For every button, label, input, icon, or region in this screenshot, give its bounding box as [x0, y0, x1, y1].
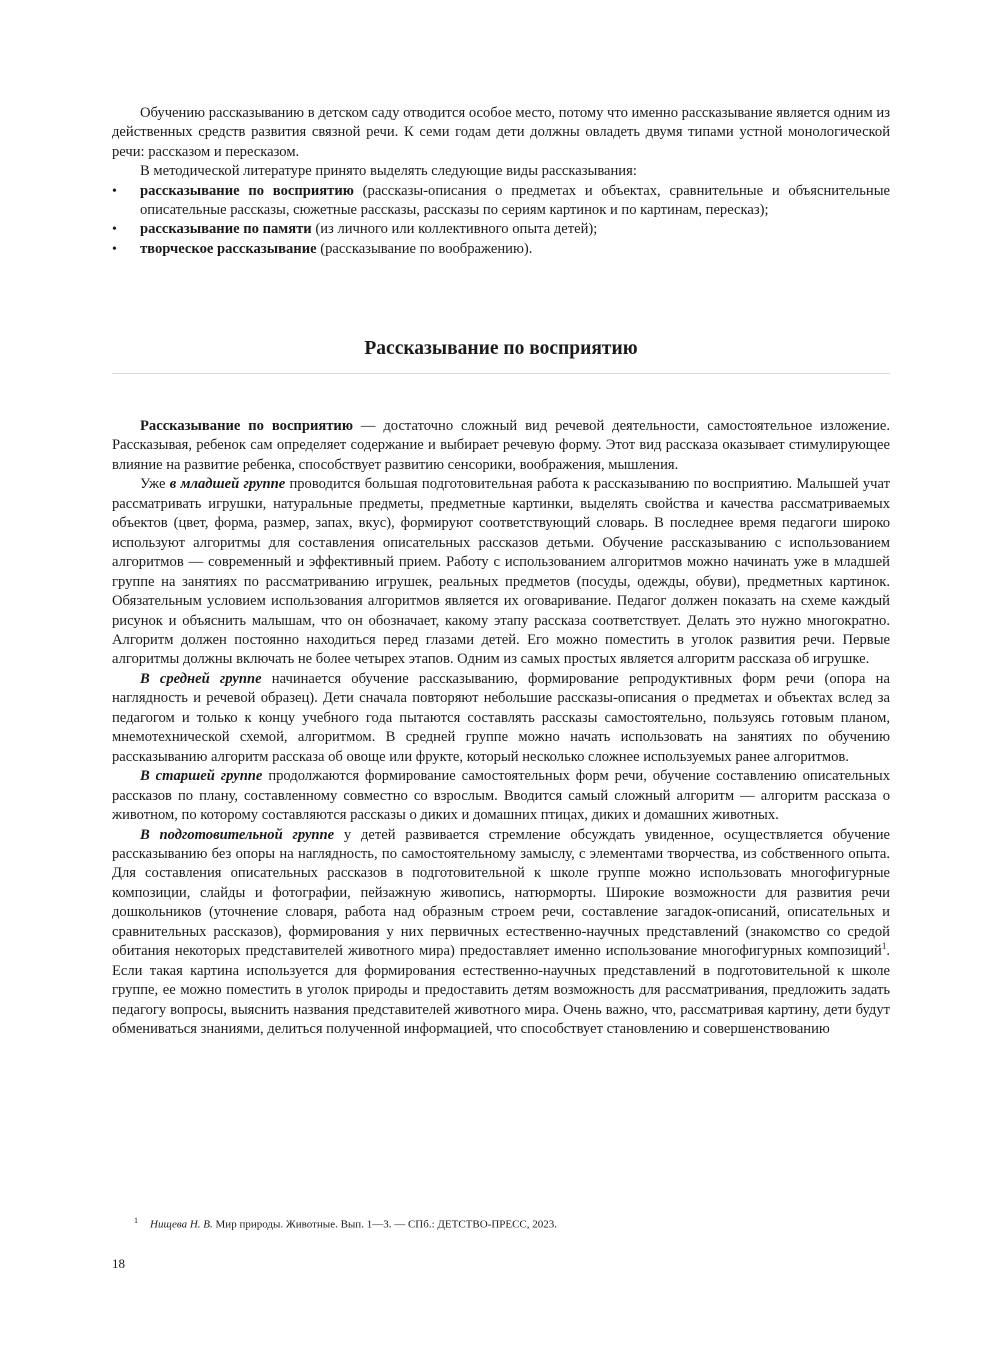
footnote-reference[interactable]: 1: [881, 941, 887, 952]
intro-paragraph: В методической литературе принято выделять следующие виды рассказывания:: [140, 163, 637, 180]
body-paragraph: [112, 417, 890, 475]
section-body: [112, 417, 890, 1040]
intro-paragraph: Обучению рассказыванию в детском саду отводится особое место, потому что именно рассказывание является одним из действенных средств развития связной речи. К семи годам дети должны овладеть двумя типами устной монологической речи: рассказом и пересказом.: [112, 105, 890, 160]
page-number: 18: [112, 1256, 125, 1271]
paragraph-term: В подготовительной группе: [140, 826, 335, 843]
paragraph-term: В старшей группе: [140, 768, 263, 785]
paragraph-text: начинается обучение рассказыванию, формирование репродуктивных форм речи (опора на наглядность и речевой образец). Дети сначала повторяют небольшие рассказы-описания о предметах и объектах вслед за педагогом и только к концу учебного года пытаются составлять рассказы самостоятельно, пользуясь готовым планом, мнемотехнической схемой, алгоритмом. В средней группе можно начать использовать на занятиях по обучению рассказыванию алгоритм рассказа об овоще или фрукте, который несколько сложнее используемых ранее алгоритмов.: [112, 670, 890, 765]
list-item-term: рассказывание по памяти: [140, 221, 312, 238]
body-paragraph: [112, 826, 890, 1040]
section-heading: Рассказывание по восприятию: [364, 338, 638, 359]
list-item: [112, 220, 890, 239]
list-item: [112, 240, 890, 259]
paragraph-term: Рассказывание по восприятию: [140, 418, 353, 434]
list-item-text: (рассказывание по воображению).: [316, 240, 533, 257]
paragraph-term: В средней группе: [140, 670, 262, 687]
paragraph-text: продолжаются формирование самостоятельных форм речи, обучение составлению описательных рассказов по плану, составленному совместно со взрослым. Вводится самый сложный алгоритм — алгоритм рассказа о животном, по которому составляются рассказы о диких и домашних птицах, диких и домашних животных.: [112, 768, 890, 824]
paragraph-term: в младшей группе: [169, 476, 286, 493]
paragraph-text: Уже: [140, 476, 170, 493]
list-item-text: (рассказы-описания о предметах и объектах, сравнительные и объяснительные описательные рассказы, сюжетные рассказы, рассказы по сериям картинок и по картинам, пересказ);: [140, 182, 891, 219]
paragraph-text: . Если такая картина используется для формирования естественно-научных представлений в подготовительной к школе группе, ее можно поместить в уголок природы и предоставить детям возможность для рассматривания, предложить задать педагогу вопросы, выяснить названия представителей животного мира. Очень важно, что, рассматривая картину, дети будут обмениваться знаниями, делиться полученной информацией, что способствует становлению и совершенствованию: [112, 943, 890, 1038]
footnote-mark: 1: [134, 1216, 138, 1225]
list-item: [112, 182, 890, 221]
list-item-term: рассказывание по восприятию: [140, 182, 354, 199]
body-paragraph: [112, 475, 890, 670]
footnote: [134, 1214, 890, 1232]
kinds-list: [112, 182, 890, 260]
footnote-text: Мир природы. Животные. Вып. 1—3. — СПб.: ДЕТСТВО-ПРЕСС, 2023.: [212, 1218, 558, 1231]
footnote-author: Нищева Н. В.: [150, 1218, 213, 1231]
list-item-text: (из личного или коллективного опыта детей);: [311, 221, 598, 238]
body-paragraph: [112, 670, 890, 767]
heading-divider: [112, 373, 890, 374]
intro-section: [112, 104, 890, 259]
paragraph-text: — достаточно сложный вид речевой деятельности, самостоятельное изложение. Рассказывая, ребенок сам определяет содержание и выбирает речевую форму. Этот вид рассказа оказывает стимулирующее влияние на развитие ребенка, способствует развитию сенсорики, воображения, мышления.: [112, 418, 890, 473]
paragraph-text: проводится большая подготовительная работа к рассказыванию по восприятию. Малышей учат рассматривать игрушки, натуральные предметы, предметные картинки, выделять свойства и качества рассматриваемых объектов (цвет, форма, размер, запах, вкус), формируют соответствующий словарь. В последнее время педагоги широко используют алгоритмы для составления описательных рассказов детьми. Обучение рассказыванию с использованием алгоритмов — современный и эффективный прием. Работу с использованием алгоритмов можно начинать уже в младшей группе на занятиях по рассматриванию игрушек, реальных предметов (посуды, одежды, обуви), предметных картинок. Обязательным условием использования алгоритмов является их оговаривание. Педагог должен показать на схеме каждый рисунок и объяснить малышам, что он обозначает, какому этапу рассказа соответствует. Делать это нужно многократно. Алгоритм должен постоянно находиться перед глазами детей. Его можно поместить в уголок развития речи. Первые алгоритмы должны включать не более четырех этапов. Одним из самых простых является алгоритм рассказа об игрушке.: [112, 476, 890, 668]
list-item-term: творческое рассказывание: [140, 240, 317, 257]
body-paragraph: [112, 767, 890, 825]
paragraph-text: у детей развивается стремление обсуждать увиденное, осуществляется обучение рассказыванию без опоры на наглядность, по самостоятельному замыслу, с элементами творчества, из собственного опыта. Для составления описательных рассказов в подготовительной к школе группе можно использовать многофигурные композиции, слайды и фотографии, пейзажную живопись, натюрморты. Широкие возможности для развития речи дошкольников (уточнение словаря, работа над образным строем речи, составление загадок-описаний, описательных и сравнительных рассказов), формирования у них первичных естественно-научных представлений (знакомство со средой обитания некоторых представителей животного мира) предоставляет именно использование многофигурных композиций: [112, 826, 890, 960]
